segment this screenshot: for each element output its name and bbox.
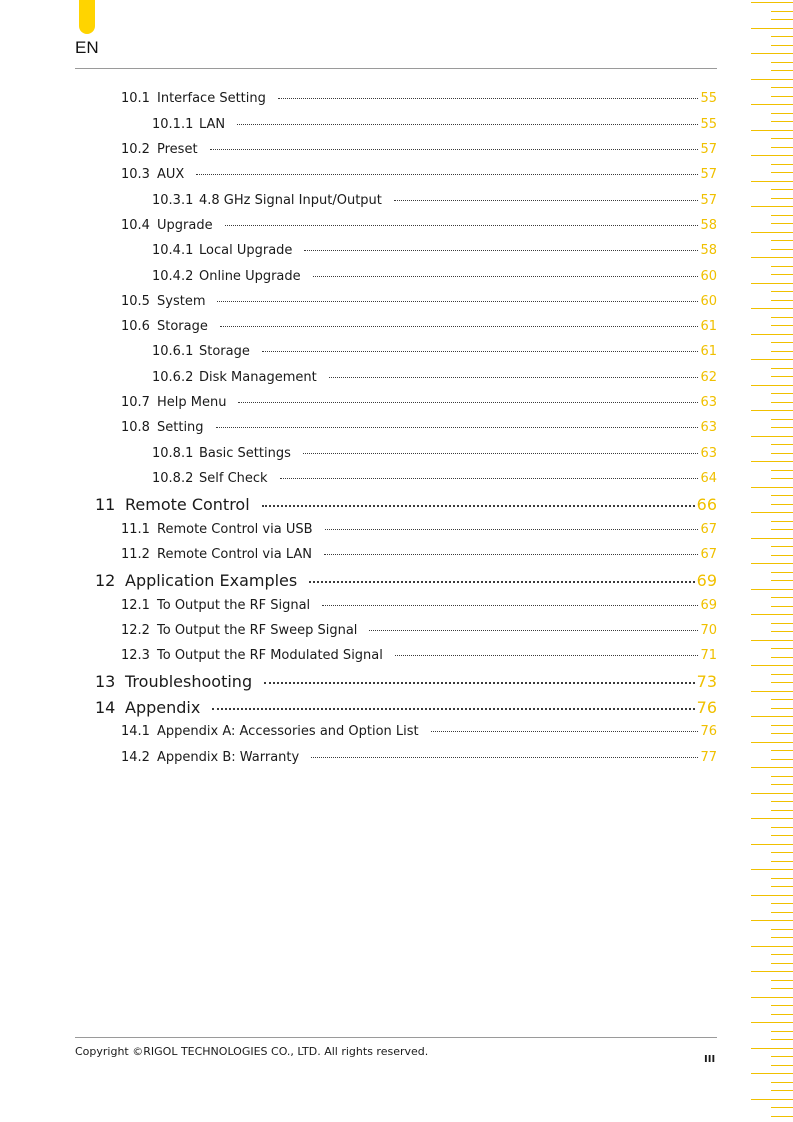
edge-tick: [771, 121, 793, 122]
edge-tick: [751, 436, 793, 437]
edge-tick: [771, 342, 793, 343]
edge-tick: [751, 1022, 793, 1023]
edge-tick: [771, 776, 793, 777]
edge-tick: [771, 597, 793, 598]
edge-tick: [751, 665, 793, 666]
edge-tick: [751, 512, 793, 513]
toc-dot-leader: [304, 249, 698, 251]
toc-entry[interactable]: [152, 370, 717, 385]
edge-tick: [771, 886, 793, 887]
edge-tick: [771, 444, 793, 445]
toc-entry-title: Self Check: [199, 471, 268, 486]
edge-tick: [771, 325, 793, 326]
toc-entry-page[interactable]: 55: [700, 117, 717, 132]
edge-tick: [771, 87, 793, 88]
footer-divider: [75, 1037, 717, 1038]
toc-dot-leader: [394, 199, 699, 201]
edge-tick: [771, 223, 793, 224]
edge-tick: [751, 869, 793, 870]
toc-entry-page[interactable]: 58: [700, 218, 717, 233]
toc-entry-title: Remote Control via USB: [157, 522, 313, 537]
toc-entry-title: AUX: [157, 167, 185, 182]
edge-tick: [751, 895, 793, 896]
edge-tick: [771, 147, 793, 148]
edge-tick: [771, 249, 793, 250]
toc-entry-number: 10.6: [121, 319, 150, 334]
edge-tick: [771, 631, 793, 632]
toc-dot-leader: [278, 97, 699, 99]
toc-entry-page[interactable]: 76: [696, 698, 717, 717]
edge-tick: [771, 1039, 793, 1040]
edge-tick: [771, 521, 793, 522]
toc-entry-page[interactable]: 57: [700, 193, 717, 208]
edge-tick: [771, 674, 793, 675]
toc-entry-title: Remote Control via LAN: [157, 547, 312, 562]
toc-dot-leader: [216, 426, 699, 428]
toc-entry-number: 10.4.2: [152, 269, 194, 284]
toc-entry-number: 11.2: [121, 547, 150, 562]
toc-entry-title: Remote Control: [125, 495, 250, 514]
toc-entry-title: Troubleshooting: [125, 672, 253, 691]
toc-entry-number: 11.1: [121, 522, 150, 537]
edge-tick: [751, 257, 793, 258]
edge-tick: [771, 1005, 793, 1006]
toc-entry-title: Setting: [157, 420, 204, 435]
toc-dot-leader: [217, 300, 698, 302]
toc-entry-page[interactable]: 63: [700, 420, 717, 435]
toc-entry[interactable]: [121, 750, 717, 765]
edge-tick: [771, 929, 793, 930]
toc-entry-page[interactable]: 58: [700, 243, 717, 258]
toc-dot-leader: [264, 681, 695, 684]
edge-tick: [751, 206, 793, 207]
toc-entry-page[interactable]: 63: [700, 446, 717, 461]
edge-tick: [771, 827, 793, 828]
edge-tick: [771, 682, 793, 683]
edge-tick: [771, 368, 793, 369]
edge-tick: [751, 793, 793, 794]
toc-entry-number: 10.3: [121, 167, 150, 182]
edge-tick: [771, 708, 793, 709]
toc-entry[interactable]: [121, 623, 717, 638]
toc-entry[interactable]: [95, 571, 717, 590]
toc-entry[interactable]: [121, 319, 717, 334]
toc-entry-title: Appendix: [125, 698, 201, 717]
toc-entry-page[interactable]: 69: [700, 598, 717, 613]
edge-tick: [771, 274, 793, 275]
edge-tick: [751, 461, 793, 462]
edge-tick: [771, 215, 793, 216]
edge-tick: [771, 861, 793, 862]
toc-entry-page[interactable]: 61: [700, 319, 717, 334]
edge-tick: [751, 742, 793, 743]
toc-entry-number: 10.8: [121, 420, 150, 435]
edge-tick: [771, 96, 793, 97]
toc-entry-title: Online Upgrade: [199, 269, 301, 284]
edge-tick: [771, 810, 793, 811]
toc-dot-leader: [262, 504, 695, 507]
edge-tick: [751, 2, 793, 3]
edge-tick: [751, 334, 793, 335]
toc-dot-leader: [395, 654, 699, 656]
toc-entry[interactable]: [121, 724, 717, 739]
edge-tick: [751, 920, 793, 921]
toc-dot-leader: [262, 350, 699, 352]
edge-tick: [751, 563, 793, 564]
edge-tick: [771, 759, 793, 760]
edge-tick: [771, 1065, 793, 1066]
toc-dot-leader: [238, 401, 698, 403]
page-number: III: [704, 1054, 716, 1065]
toc-dot-leader: [369, 629, 698, 631]
edge-tick: [771, 113, 793, 114]
edge-tick: [771, 138, 793, 139]
edge-tick: [771, 937, 793, 938]
edge-tick: [771, 648, 793, 649]
toc-entry[interactable]: [121, 167, 717, 182]
toc-entry-number: 12.3: [121, 648, 150, 663]
toc-entry[interactable]: [152, 117, 717, 132]
edge-tick: [771, 699, 793, 700]
edge-tick: [771, 1031, 793, 1032]
edge-tick: [751, 971, 793, 972]
edge-tick: [771, 657, 793, 658]
edge-tick: [751, 1099, 793, 1100]
edge-tick: [751, 410, 793, 411]
copyright-notice: Copyright ©RIGOL TECHNOLOGIES CO., LTD. All rights reserved.: [75, 1045, 429, 1058]
page-edge-marks: [750, 0, 793, 1122]
edge-tick: [751, 232, 793, 233]
toc-entry-page[interactable]: 57: [700, 142, 717, 157]
toc-entry-number: 10.1.1: [152, 117, 194, 132]
edge-tick: [771, 240, 793, 241]
edge-tick: [751, 1048, 793, 1049]
edge-tick: [771, 1090, 793, 1091]
toc-entry-page[interactable]: 57: [700, 167, 717, 182]
edge-tick: [771, 504, 793, 505]
toc-entry-page[interactable]: 67: [700, 547, 717, 562]
toc-entry-number: 10.8.1: [152, 446, 194, 461]
edge-tick: [751, 640, 793, 641]
toc-entry-title: To Output the RF Sweep Signal: [157, 623, 358, 638]
toc-entry-page[interactable]: 70: [700, 623, 717, 638]
edge-tick: [771, 376, 793, 377]
toc-dot-leader: [225, 224, 699, 226]
edge-tick: [771, 189, 793, 190]
edge-tick: [771, 912, 793, 913]
toc-entry-number: 14: [95, 698, 116, 717]
edge-tick: [771, 62, 793, 63]
edge-tick: [771, 419, 793, 420]
edge-tick: [771, 45, 793, 46]
toc-entry-page[interactable]: 64: [700, 471, 717, 486]
toc-entry-title: Basic Settings: [199, 446, 291, 461]
edge-tick: [771, 1056, 793, 1057]
toc-entry[interactable]: [121, 91, 717, 106]
edge-tick: [771, 623, 793, 624]
toc-dot-leader: [220, 325, 699, 327]
toc-dot-leader: [210, 148, 699, 150]
toc-entry-page[interactable]: 60: [700, 294, 717, 309]
toc-entry[interactable]: [152, 446, 717, 461]
edge-tick: [771, 954, 793, 955]
edge-tick: [751, 283, 793, 284]
toc-entry-page[interactable]: 67: [700, 522, 717, 537]
toc-dot-leader: [324, 553, 698, 555]
edge-tick: [771, 606, 793, 607]
edge-tick: [751, 691, 793, 692]
edge-tick: [771, 725, 793, 726]
edge-tick: [751, 716, 793, 717]
edge-tick: [771, 980, 793, 981]
toc-entry[interactable]: [152, 269, 717, 284]
toc-entry-number: 10.3.1: [152, 193, 194, 208]
toc-entry-number: 12.1: [121, 598, 150, 613]
toc-dot-leader: [280, 477, 699, 479]
edge-tick: [771, 266, 793, 267]
toc-entry-page[interactable]: 61: [700, 344, 717, 359]
edge-tick: [771, 878, 793, 879]
edge-tick: [751, 28, 793, 29]
toc-dot-leader: [303, 452, 699, 454]
toc-entry[interactable]: [121, 648, 717, 663]
toc-entry[interactable]: [152, 471, 717, 486]
edge-tick: [751, 997, 793, 998]
toc-entry-page[interactable]: 55: [700, 91, 717, 106]
edge-tick: [771, 36, 793, 37]
toc-entry-title: 4.8 GHz Signal Input/Output: [199, 193, 382, 208]
toc-entry-title: Help Menu: [157, 395, 227, 410]
edge-tick: [771, 784, 793, 785]
edge-tick: [771, 70, 793, 71]
edge-tick: [771, 164, 793, 165]
edge-tick: [771, 555, 793, 556]
toc-entry[interactable]: [152, 243, 717, 258]
edge-tick: [751, 767, 793, 768]
toc-dot-leader: [329, 376, 699, 378]
edge-tick: [771, 963, 793, 964]
edge-tick: [771, 393, 793, 394]
edge-tick: [771, 300, 793, 301]
toc-entry-title: Local Upgrade: [199, 243, 293, 258]
toc-entry-title: Upgrade: [157, 218, 213, 233]
edge-tick: [751, 53, 793, 54]
edge-tick: [771, 351, 793, 352]
edge-tick: [751, 946, 793, 947]
toc-entry-page[interactable]: 73: [696, 672, 717, 691]
edge-tick: [771, 198, 793, 199]
edge-tick: [771, 988, 793, 989]
toc-entry-title: Disk Management: [199, 370, 317, 385]
edge-tick: [751, 79, 793, 80]
toc-entry-number: 10.1: [121, 91, 150, 106]
edge-tick: [771, 453, 793, 454]
toc-entry[interactable]: [121, 547, 717, 562]
toc-entry-page[interactable]: 69: [696, 571, 717, 590]
toc-entry-title: To Output the RF Modulated Signal: [157, 648, 383, 663]
toc-entry-number: 10.2: [121, 142, 150, 157]
toc-entry-title: Appendix A: Accessories and Option List: [157, 724, 419, 739]
edge-tick: [771, 470, 793, 471]
edge-tick: [751, 844, 793, 845]
toc-entry[interactable]: [152, 344, 717, 359]
toc-entry-number: 10.4.1: [152, 243, 194, 258]
edge-tick: [751, 589, 793, 590]
edge-tick: [751, 818, 793, 819]
toc-entry-title: LAN: [199, 117, 226, 132]
edge-tick: [771, 835, 793, 836]
toc-entry[interactable]: [121, 420, 717, 435]
toc-entry[interactable]: [121, 294, 717, 309]
toc-entry[interactable]: [121, 598, 717, 613]
toc-entry-title: Storage: [199, 344, 250, 359]
toc-entry[interactable]: [121, 142, 717, 157]
edge-tick: [771, 495, 793, 496]
edge-tick: [771, 733, 793, 734]
toc-entry-number: 13: [95, 672, 116, 691]
edge-tick: [771, 750, 793, 751]
toc-entry[interactable]: [121, 522, 717, 537]
toc-entry-number: 14.2: [121, 750, 150, 765]
toc-entry-title: System: [157, 294, 206, 309]
toc-dot-leader: [431, 730, 699, 732]
language-label: EN: [75, 38, 99, 57]
toc-entry-page[interactable]: 77: [700, 750, 717, 765]
toc-entry-number: 14.1: [121, 724, 150, 739]
edge-tick: [771, 546, 793, 547]
edge-tick: [771, 427, 793, 428]
edge-tick: [771, 11, 793, 12]
edge-tick: [751, 614, 793, 615]
edge-tick: [751, 385, 793, 386]
edge-tick: [771, 529, 793, 530]
toc-dot-leader: [322, 604, 698, 606]
toc-entry-page[interactable]: 76: [700, 724, 717, 739]
toc-dot-leader: [237, 123, 698, 125]
toc-dot-leader: [311, 756, 698, 758]
edge-tick: [771, 1082, 793, 1083]
toc-entry-title: Application Examples: [125, 571, 298, 590]
toc-entry-number: 10.7: [121, 395, 150, 410]
toc-entry-number: 10.4: [121, 218, 150, 233]
toc-dot-leader: [212, 707, 694, 710]
edge-tick: [751, 130, 793, 131]
toc-dot-leader: [313, 275, 699, 277]
toc-entry-number: 10.6.1: [152, 344, 194, 359]
toc-entry-page[interactable]: 66: [696, 495, 717, 514]
toc-dot-leader: [309, 580, 694, 583]
edge-tick: [771, 402, 793, 403]
toc-entry[interactable]: [95, 698, 717, 717]
edge-tick: [751, 1073, 793, 1074]
edge-tick: [771, 903, 793, 904]
toc-entry-page[interactable]: 63: [700, 395, 717, 410]
toc-dot-leader: [325, 528, 699, 530]
toc-entry[interactable]: [95, 495, 717, 514]
toc-entry-title: Appendix B: Warranty: [157, 750, 300, 765]
toc-entry[interactable]: [95, 672, 717, 691]
toc-entry[interactable]: [121, 395, 717, 410]
toc-entry-number: 12: [95, 571, 116, 590]
toc-entry-number: 12.2: [121, 623, 150, 638]
toc-entry-number: 10.5: [121, 294, 150, 309]
toc-entry-page[interactable]: 71: [700, 648, 717, 663]
toc-entry-page[interactable]: 62: [700, 370, 717, 385]
toc-entry[interactable]: [152, 193, 717, 208]
toc-entry-page[interactable]: 60: [700, 269, 717, 284]
edge-tick: [771, 801, 793, 802]
toc-entry-number: 10.6.2: [152, 370, 194, 385]
edge-tick: [771, 1116, 793, 1117]
toc-entry-title: Preset: [157, 142, 198, 157]
edge-tick: [771, 291, 793, 292]
toc-entry-title: Storage: [157, 319, 208, 334]
edge-tick: [771, 852, 793, 853]
edge-tick: [771, 19, 793, 20]
edge-tick: [771, 1014, 793, 1015]
edge-tick: [751, 155, 793, 156]
edge-tick: [751, 487, 793, 488]
edge-tick: [771, 572, 793, 573]
toc-dot-leader: [196, 173, 698, 175]
toc-entry-number: 10.8.2: [152, 471, 194, 486]
edge-tick: [751, 104, 793, 105]
edge-tick: [751, 359, 793, 360]
toc-entry-title: Interface Setting: [157, 91, 266, 106]
edge-tick: [771, 1107, 793, 1108]
edge-tick: [771, 172, 793, 173]
edge-tick: [751, 308, 793, 309]
edge-tick: [771, 317, 793, 318]
toc-entry-title: To Output the RF Signal: [157, 598, 311, 613]
edge-tick: [751, 538, 793, 539]
edge-tick: [771, 478, 793, 479]
edge-tick: [751, 181, 793, 182]
toc-entry[interactable]: [121, 218, 717, 233]
toc-entry-number: 11: [95, 495, 116, 514]
edge-tick: [771, 580, 793, 581]
